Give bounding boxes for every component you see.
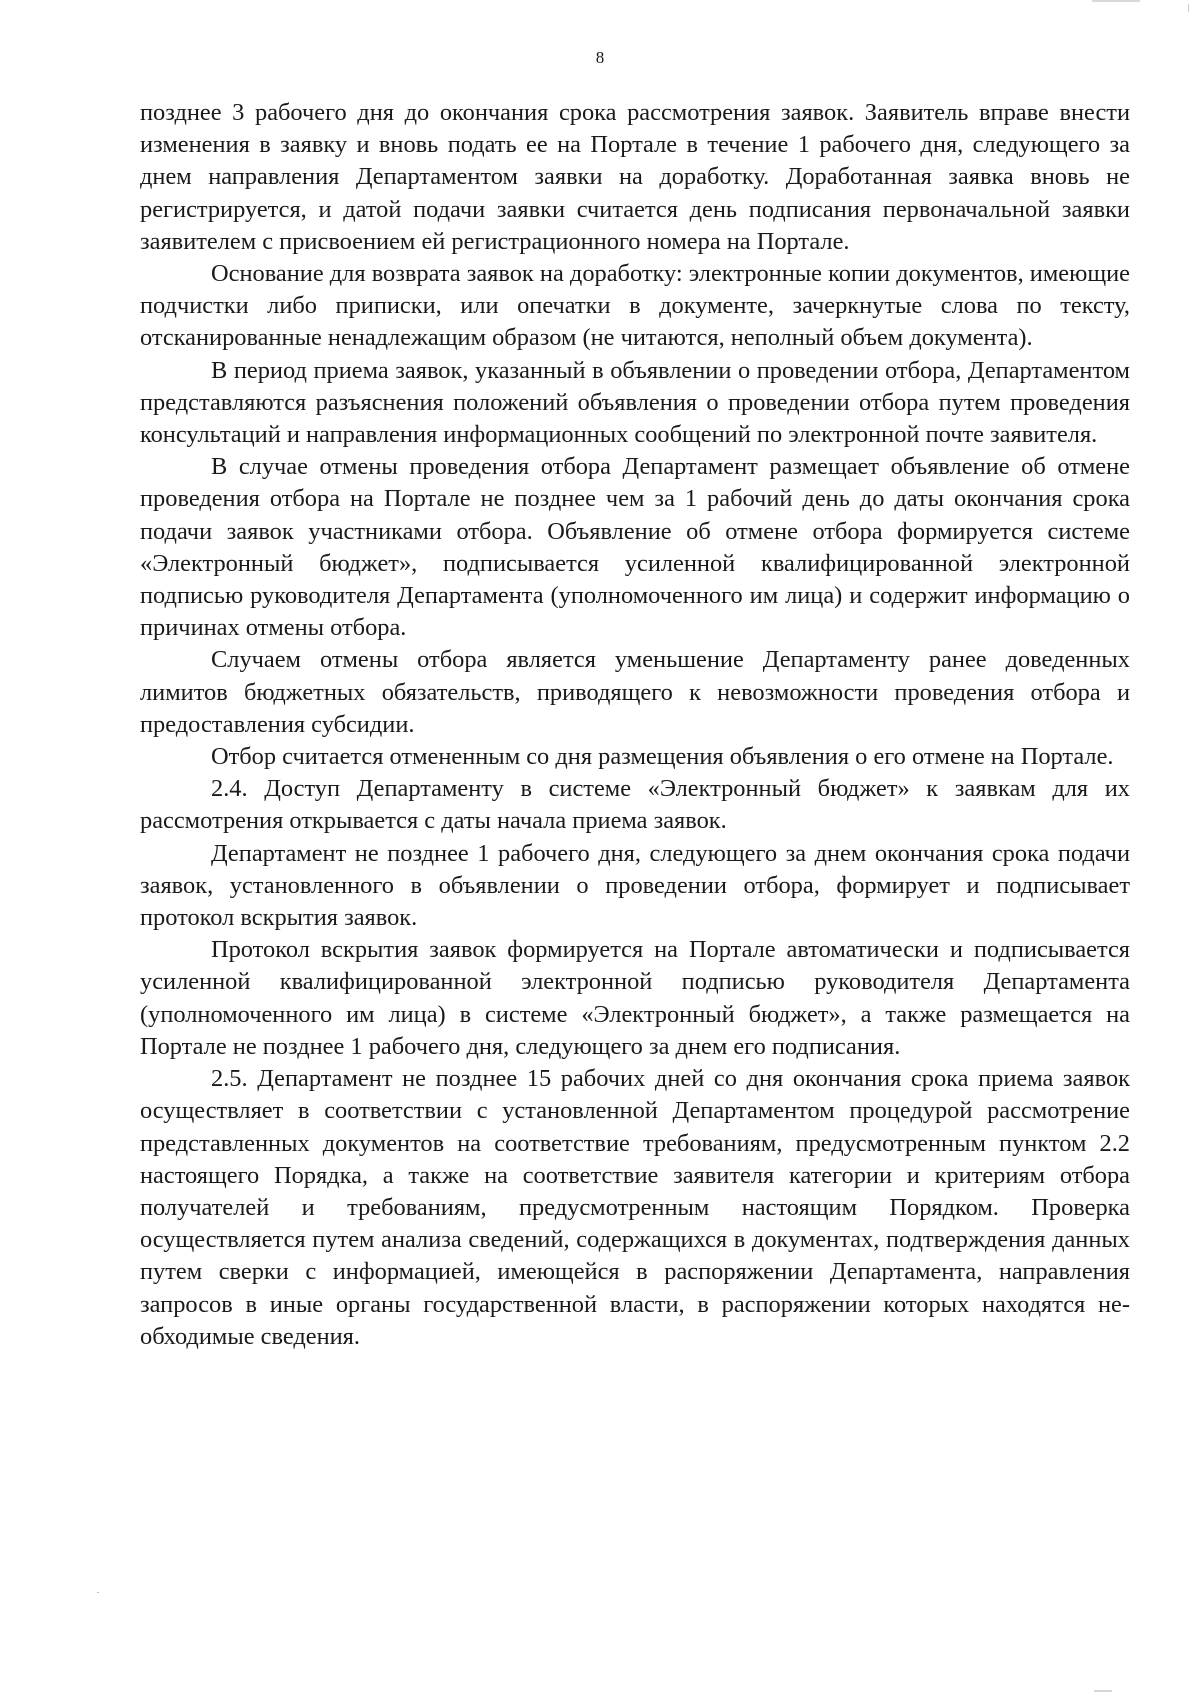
document-body	[140, 97, 1130, 1353]
paragraph: Отбор считается отмененным со дня размещения объявления о его отмене на Портале.	[211, 743, 1114, 771]
paragraph: Департамент не позднее 1 рабочего дня, следующего за днем окончания срока подачи заявок, установленного в объявлении о проведении отбора, формирует и подписывает протокол вскрытия заявок.	[140, 839, 1130, 932]
scan-artifact-mark	[1094, 1690, 1112, 1692]
scan-artifact-mark	[97, 1592, 99, 1593]
paragraph: Случаем отмены отбора является уменьшение Департаменту ранее доведенных лимитов бюджетных обязательств, приводящего к невозможности проведения отбора и предоставления субсидии.	[140, 646, 1130, 738]
paragraph: 2.5. Департамент не позднее 15 рабочих дней со дня окончания срока приема заявок осуществляет в соответствии с установленной Департаментом процедурой рассмотрение представленных документов на соответствие требованиям, предусмотренным пунктом 2.2 настоящего Порядка, а также на соответствие заявителя категории и критериям отбора получателей и требованиям, предусмотренным настоящим Порядком. Проверка осуществляется путем анализа сведений, содержащихся в документах, подтверждения данных путем сверки с информацией, имеющейся в распоряжении Департамента, направления запросов в иные органы государственной власти, в распоряжении которых находятся необходимые сведения.	[140, 1065, 1130, 1350]
scan-artifact-mark	[1188, 4, 1189, 12]
scan-artifact-mark	[1092, 0, 1140, 2]
paragraph: В случае отмены проведения отбора Департамент размещает объявление об отмене проведения отбора на Портале не позднее чем за 1 рабочий день до даты окончания срока подачи заявок участниками отбора. Объявление об отмене отбора формируется системе «Электронный бюджет», подписывается усиленной квалифицированной электронной подписью руководителя Департамента (уполномоченного им лица) и содержит информацию о причинах отмены отбора.	[140, 453, 1130, 642]
paragraph: позднее 3 рабочего дня до окончания срока рассмотрения заявок. Заявитель вправе внести изменения в заявку и вновь подать ее на Портале в течение 1 рабочего дня, следующего за днем направления Департаментом заявки на доработку. Доработанная заявка вновь не регистрируется, и датой подачи заявки считается день подписания первоначальной заявки заявителем с присвоением ей регистрационного номера на Портале.	[140, 99, 1130, 255]
paragraph: Протокол вскрытия заявок формируется на Портале автоматически и подписывается усиленной квалифицированной электронной подписью руководителя Департамента (уполномоченного им лица) в системе «Электронный бюджет», а также размещается на Портале не позднее 1 рабочего дня, следующего за днем его подписания.	[140, 936, 1130, 1060]
page-number: 8	[595, 48, 605, 67]
paragraph: Основание для возврата заявок на доработку: электронные копии документов, имеющие подчистки либо приписки, или опечатки в документе, зачеркнутые слова по тексту, отсканированные ненадлежащим образом (не читаются, неполный объем документа).	[140, 260, 1130, 352]
paragraph: В период приема заявок, указанный в объявлении о проведении отбора, Департаментом представляются разъяснения положений объявления о проведении отбора путем проведения консультаций и направления информационных сообщений по электронной почте заявителя.	[140, 356, 1130, 449]
paragraph: 2.4. Доступ Департаменту в системе «Электронный бюджет» к заявкам для их рассмотрения открывается с даты начала приема заявок.	[140, 775, 1130, 835]
